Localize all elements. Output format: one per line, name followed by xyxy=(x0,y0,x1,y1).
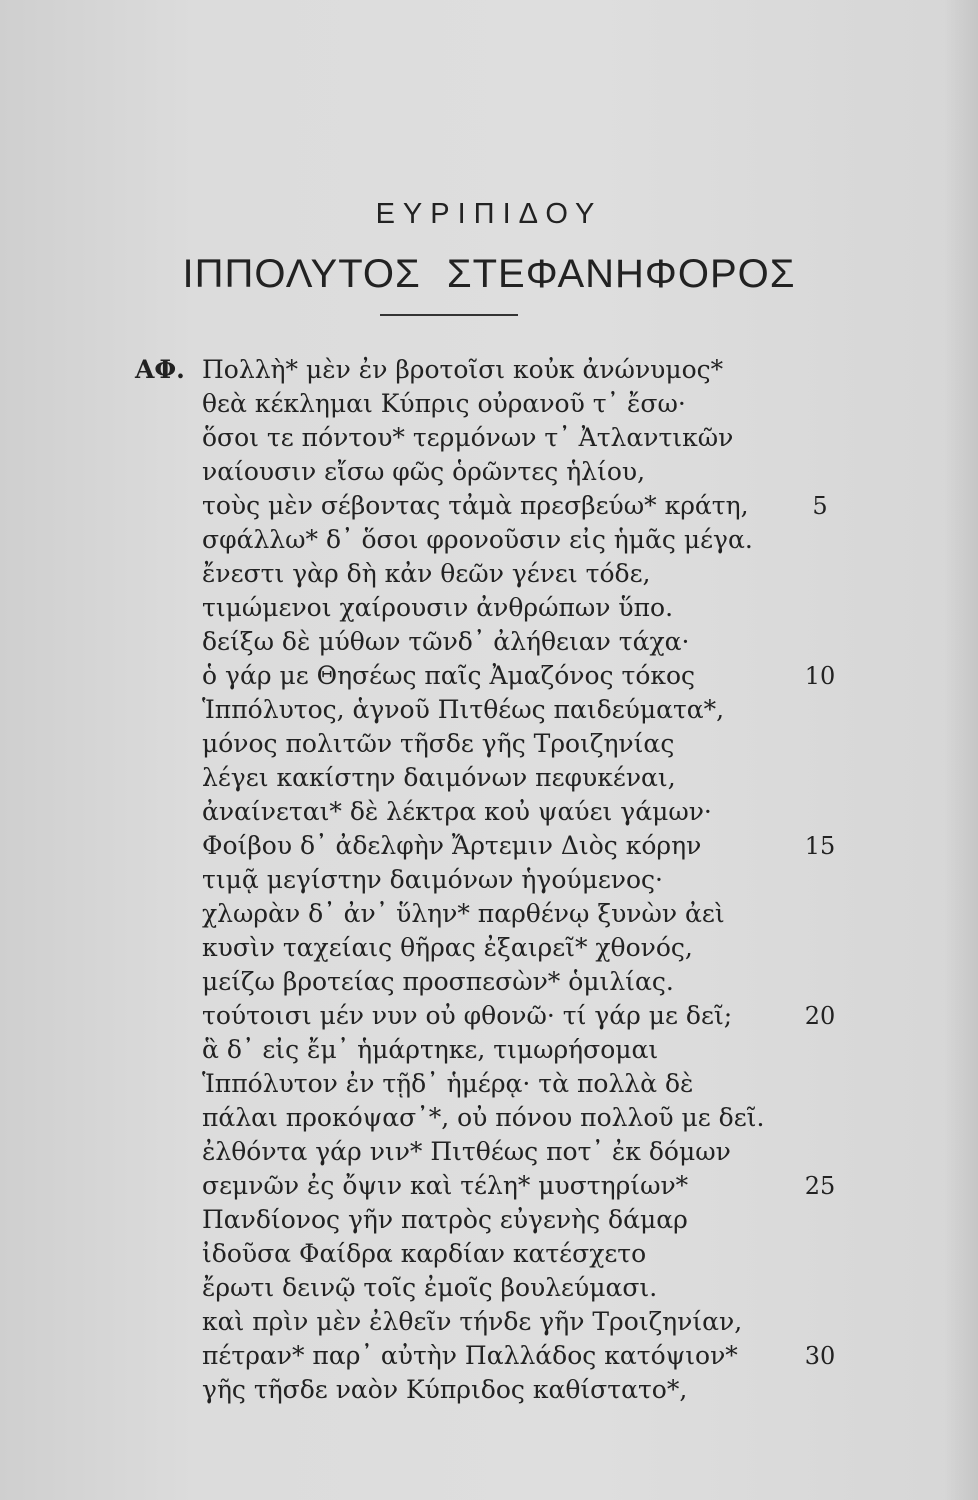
verse-line: Φοίβου δ᾿ ἀδελφὴν Ἄρτεμιν Διὸς κόρην xyxy=(202,831,702,860)
verse-line: σεμνῶν ἐς ὄψιν καὶ τέλη* μυστηρίων* xyxy=(202,1171,689,1200)
verse-line: πέτραν* παρ᾿ αὐτὴν Παλλάδος κατόψιον* xyxy=(202,1341,738,1370)
verse-line: ἔρωτι δεινῷ τοῖς ἐμοῖς βουλεύμασι. xyxy=(202,1273,658,1302)
verse-line: μόνος πολιτῶν τῆσδε γῆς Τροιζηνίας xyxy=(202,729,675,758)
verse-line: δείξω δὲ μύθων τῶνδ᾿ ἀλήθειαν τάχα· xyxy=(202,627,690,656)
verse-line: θεὰ κέκλημαι Κύπρις οὐρανοῦ τ᾿ ἔσω· xyxy=(202,389,686,418)
verse-line: ἰδοῦσα Φαίδρα καρδίαν κατέσχετο xyxy=(202,1239,647,1268)
verse-line: Πανδίονος γῆν πατρὸς εὐγενὴς δάμαρ xyxy=(202,1205,688,1234)
verse-line: Πολλὴ* μὲν ἐν βροτοῖσι κοὐκ ἀνώνυμος* xyxy=(202,355,724,384)
verse-line: τούτοισι μέν νυν οὐ φθονῶ· τί γάρ με δεῖ; xyxy=(202,1001,733,1030)
verse-line: ἔνεστι γὰρ δὴ κἀν θεῶν γένει τόδε, xyxy=(202,559,651,588)
verse-line: Ἱππόλυτος, ἁγνοῦ Πιτθέως παιδεύματα*, xyxy=(202,695,725,724)
verse-line: λέγει κακίστην δαιμόνων πεφυκέναι, xyxy=(202,763,676,792)
verse-line: πάλαι προκόψασ᾿*, οὐ πόνου πολλοῦ με δεῖ. xyxy=(202,1103,765,1132)
verse-line: μείζω βροτείας προσπεσὼν* ὁμιλίας. xyxy=(202,967,674,996)
verse-line: τοὺς μὲν σέβοντας τἀμὰ πρεσβεύω* κράτη, xyxy=(202,491,749,520)
verse-line: ναίουσιν εἴσω φῶς ὁρῶντες ἡλίου, xyxy=(202,457,646,486)
author-heading: ΕΥΡΙΠΙΔΟΥ xyxy=(375,198,603,230)
line-number: 25 xyxy=(804,1172,836,1200)
verse-line: τιμώμενοι χαίρουσιν ἀνθρώπων ὕπο. xyxy=(202,593,674,622)
verse-line: γῆς τῆσδε ναὸν Κύπριδος καθίστατο*, xyxy=(202,1375,688,1404)
verse-line: ἐλθόντα γάρ νιν* Πιτθέως ποτ᾿ ἐκ δόμων xyxy=(202,1137,731,1166)
verse-line: κυσὶν ταχείαις θῆρας ἐξαιρεῖ* χθονός, xyxy=(202,933,693,962)
play-title: ΙΠΠΟΛΥΤΟΣ ΣΤΕΦΑΝΗΦΟΡΟΣ xyxy=(182,252,796,296)
line-number: 5 xyxy=(812,492,828,520)
verse-line: ἃ δ᾿ εἰς ἔμ᾿ ἡμάρτηκε, τιμωρήσομαι xyxy=(202,1035,659,1064)
line-number: 10 xyxy=(804,662,836,690)
verse-line: χλωρὰν δ᾿ ἀν᾿ ὕλην* παρθένῳ ξυνὼν ἀεὶ xyxy=(202,899,725,928)
verse-line: ὅσοι τε πόντου* τερμόνων τ᾿ Ἀτλαντικῶν xyxy=(202,423,734,452)
line-number: 15 xyxy=(804,832,836,860)
line-number: 30 xyxy=(804,1342,836,1370)
verse-line: ἀναίνεται* δὲ λέκτρα κοὐ ψαύει γάμων· xyxy=(202,797,712,826)
verse-line: ὁ γάρ με Θησέως παῖς Ἀμαζόνος τόκος xyxy=(202,661,696,690)
verse-line: τιμᾷ μεγίστην δαιμόνων ἡγούμενος· xyxy=(202,865,663,894)
speaker-label: ΑΦ. xyxy=(135,355,185,384)
verse-line: Ἱππόλυτον ἐν τῇδ᾿ ἡμέρᾳ· τὰ πολλὰ δὲ xyxy=(202,1069,694,1098)
line-number: 20 xyxy=(804,1002,836,1030)
verse-line: καὶ πρὶν μὲν ἐλθεῖν τήνδε γῆν Τροιζηνίαν, xyxy=(202,1307,743,1336)
verse-line: σφάλλω* δ᾿ ὅσοι φρονοῦσιν εἰς ἡμᾶς μέγα. xyxy=(202,525,753,554)
title-divider xyxy=(380,314,518,316)
